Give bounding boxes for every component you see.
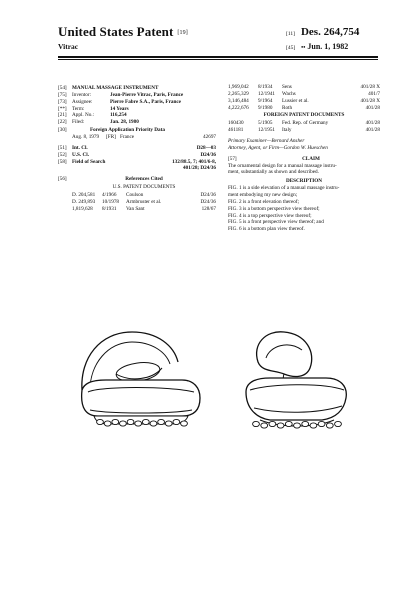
foreign-reference-row [228,127,380,134]
priority-country-code: [FR] [106,134,116,141]
ref-class: D24/36 [200,198,216,205]
ref-number: 4,222,676 [228,104,249,111]
claim-text-2: ment, substantially as shown and described. [228,169,319,176]
massage-nub [253,421,260,426]
ref-date: 12/1941 [258,90,276,97]
right-column [228,84,380,233]
priority-code: [30] [58,127,67,134]
ref-date: 9/1964 [258,97,273,104]
patent-title-ref: [19] [177,30,188,37]
patent-drawings [70,318,370,448]
massage-nub [310,423,317,428]
massage-nub [335,421,342,426]
ref-class: 401/7 [368,90,380,97]
ref-name: Roth [282,104,293,111]
us-reference-list [58,192,216,213]
ref-date: 8/1931 [102,205,117,212]
class-row [58,159,216,166]
ref-class: 401/28 X [360,84,380,90]
priority-heading-row [58,127,216,134]
us-reference-row [72,192,216,199]
ref-number: D. 204,581 [72,192,96,199]
bib-code: [54] [58,85,67,91]
foreign-docs-heading: FOREIGN PATENT DOCUMENTS [263,112,345,119]
attorney: Attorney, Agent, or Firm—Gordon W. Hueschen [228,144,328,151]
bib-code: [**] [58,105,67,112]
references-heading: References Cited [125,176,163,183]
claim-code: [57] [228,155,237,162]
description-line: FIG. 4 is a top perspective view thereof; [228,212,312,219]
references-heading-row [58,176,216,183]
bib-code: [22] [58,119,67,126]
ref-date: 5/1905 [258,120,273,127]
ref-number: 160430 [228,120,244,127]
patent-date-code: [45] [286,45,296,51]
massage-nub [142,419,149,424]
claim-text-1: The ornamental design for a manual massage instru- [228,162,337,169]
class-value: 132/88.5, 7; 401/6-8, [172,158,216,165]
description-line: FIG. 6 is a bottom plan view thereof. [228,226,305,233]
bib-label: Inventor: [72,91,92,98]
priority-heading: Foreign Application Priority Data [90,127,165,134]
us-reference-row [72,206,216,213]
ref-class: 401/28 [365,120,380,127]
ref-number: D. 249,893 [72,198,96,205]
ref-name: Coulson [126,192,144,199]
class-value: 401/28; D24/36 [183,165,216,172]
massage-nub [173,419,180,424]
us-reference-row [228,98,380,105]
massage-nub [277,423,284,428]
patent-title [58,24,188,40]
massage-nub [120,421,127,426]
class-row [58,145,216,152]
fig2-drawing [246,332,346,426]
priority-country: France [120,134,135,141]
massage-nub [294,423,301,428]
ref-number: 3,146,484 [228,97,249,104]
us-reference-row [72,199,216,206]
ref-name: Sens [282,84,292,90]
massage-nub [127,419,134,424]
bib-label: Appl. No.: [72,112,95,119]
us-reference-row [228,105,380,112]
priority-number: 42697 [203,134,216,141]
ref-class: 401/28 [365,104,380,111]
foreign-reference-list [228,120,380,134]
description-line: FIG. 5 is a front perspective view thereof; and [228,219,324,226]
ref-name: Van Sant [126,205,145,212]
massage-nub [150,421,157,426]
us-reference-row [228,91,380,98]
bib-value: MANUAL MASSAGE INSTRUMENT [72,85,159,91]
ref-name: Wachs [282,90,296,97]
class-code [58,165,72,172]
patent-number-code: [11] [286,31,295,37]
class-code: [52] [58,151,67,158]
patent-number: Des. 264,754 [300,26,360,38]
massage-nub [97,419,104,424]
massage-nub [165,421,172,426]
massage-nub [158,419,165,424]
patent-date: Jun. 1, 1982 [307,42,349,51]
class-code: [51] [58,144,67,151]
massage-nub [112,419,119,424]
bibliographic-list [58,85,216,126]
right-reference-list [228,84,380,111]
ref-number: 2,265,329 [228,90,249,97]
class-value: D28—03 [196,144,216,151]
priority-row [58,134,216,141]
bib-label: Filed: [72,119,85,126]
primary-examiner: Primary Examiner—Bernard Ansher [228,138,305,145]
claim-heading: CLAIM [302,155,320,162]
ref-date: 4/1966 [102,192,117,199]
fig1-drawing [82,332,200,424]
ref-date: 10/1978 [102,198,120,205]
class-code: [58] [58,158,67,165]
classification-list [58,145,216,172]
massage-nub [318,421,325,426]
bib-row [58,112,216,119]
class-label: Int. Cl. [72,144,88,151]
us-docs-heading: U.S. PATENT DOCUMENTS [112,184,176,191]
bib-code: [73] [58,98,67,105]
ref-date: 12/1951 [258,127,276,134]
ref-number: 461181 [228,127,244,134]
bib-label: Term: [72,105,85,112]
bib-code: [75] [58,91,67,98]
priority-date: Aug. 8, 1979 [72,134,100,141]
inventor-surname: Vitrac [58,42,79,51]
massage-nub [269,421,276,426]
foreign-reference-row [228,120,380,127]
ref-name: Italy [282,127,292,134]
patent-number-block [286,26,359,38]
patent-date-block [286,42,348,51]
class-value: D24/36 [200,151,216,158]
ref-class: 128/67 [201,205,216,212]
ref-class: 401/28 [365,127,380,134]
ref-number: 1,969,042 [228,84,249,90]
massage-nub [326,423,333,428]
bib-row [58,85,216,92]
description-line: FIG. 1 is a side elevation of a manual massage instru- [228,185,340,192]
ref-name: Armbruster et al. [126,198,162,205]
description-heading: DESCRIPTION [285,178,323,185]
description-line: FIG. 2 is a front elevation thereof; [228,198,300,205]
bib-value: Jan. 28, 1980 [110,119,139,126]
bib-row [58,106,216,113]
ref-name: Fed. Rep. of Germany [282,120,329,127]
class-row [58,152,216,159]
massage-nub [104,421,111,426]
massage-nub [302,421,309,426]
class-label: Field of Search [72,158,106,165]
ref-date: 9/1980 [258,104,273,111]
description-line: FIG. 3 is a bottom perspective view thereof; [228,205,320,212]
bib-row [58,92,216,99]
patent-title-text: United States Patent [58,24,174,39]
left-column [58,85,216,213]
us-reference-row [228,84,380,91]
bib-row [58,119,216,126]
references-code: [56] [58,176,67,183]
massage-nub [135,421,142,426]
claim-heading-row [228,156,380,163]
description-line: ment embodying my new design; [228,192,298,199]
bib-label: Assignee: [72,98,93,105]
massage-nub [261,423,268,428]
massage-nub [285,421,292,426]
class-row [58,165,216,172]
ref-class: D24/36 [200,192,216,199]
description-list [228,185,380,233]
bib-value: 14 Years [110,105,129,112]
bib-value: Jean-Pierre Vitrac, Paris, France [110,91,184,98]
ref-class: 401/28 X [360,97,380,104]
patent-date-prefix: •• [301,45,306,51]
ref-number: 1,819,628 [72,205,93,212]
header-rule-top [58,56,378,58]
bib-value: Pierre Fabre S.A., Paris, France [110,98,181,105]
class-label: U.S. Cl. [72,151,90,158]
bib-row [58,99,216,106]
massage-nub [181,421,188,426]
ref-date: 8/1934 [258,84,273,90]
bib-value: 116,254 [110,112,127,119]
ref-name: Lussier et al. [282,97,309,104]
bib-code: [21] [58,112,67,119]
class-label [72,165,108,172]
header-rule-bottom [58,59,378,60]
